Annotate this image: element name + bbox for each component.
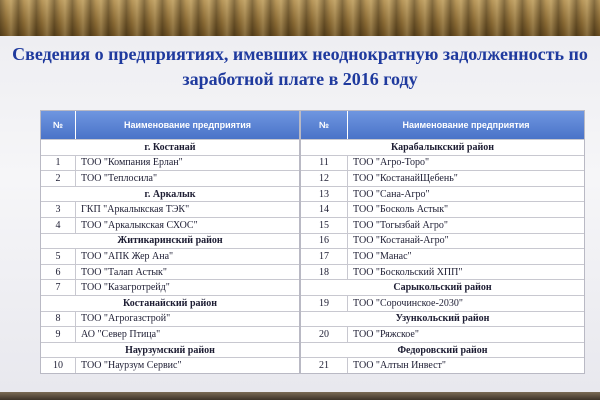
enterprise-name: ТОО "Манас" (353, 250, 412, 262)
region-row (41, 139, 299, 155)
row-number: 12 (301, 171, 348, 186)
enterprise-name: ТОО "Тогызбай Агро" (353, 219, 448, 231)
row-number: 13 (301, 187, 348, 202)
enterprise-name: ТОО "Ряжское" (353, 328, 419, 340)
region-label: Костанайский район (122, 297, 218, 309)
table-row (41, 155, 299, 171)
table-row (41, 357, 299, 373)
table-row (41, 201, 299, 217)
enterprise-name: ТОО "Талап Астык" (81, 266, 167, 278)
enterprise-name: ТОО "Костанай-Агро" (353, 235, 449, 247)
region-row (301, 279, 584, 295)
table-row (41, 326, 299, 342)
table-row (301, 295, 584, 311)
row-number: 6 (41, 265, 76, 280)
header-number: № (41, 111, 76, 139)
header-name: Наименование предприятия (402, 120, 530, 130)
enterprise-name: ТОО "КостанайЩебень" (353, 172, 458, 184)
table-row (301, 326, 584, 342)
slide-title: Сведения о предприятиях, имевших неоднократную задолженность по заработной плате в 2016 году (12, 44, 588, 89)
table-row (301, 233, 584, 249)
region-row (41, 233, 299, 249)
row-number: 7 (41, 280, 76, 295)
table-row (301, 248, 584, 264)
enterprise-name: ТОО "Агро-Торо" (353, 157, 430, 169)
table-left-column (40, 110, 300, 374)
row-number: 4 (41, 218, 76, 233)
row-number: 11 (301, 156, 348, 171)
region-row (41, 342, 299, 358)
table-row (301, 264, 584, 280)
region-row (41, 295, 299, 311)
region-row (41, 186, 299, 202)
enterprise-name: ТОО "АПК Жер Ана" (81, 250, 174, 262)
curtain-background (0, 0, 600, 36)
enterprise-name: ГКП "Аркалыкская ТЭК" (81, 204, 190, 216)
region-label: г. Костанай (144, 141, 196, 153)
row-number: 17 (301, 249, 348, 264)
row-number: 19 (301, 296, 348, 311)
table-row (41, 279, 299, 295)
region-row (301, 311, 584, 327)
table-row (301, 170, 584, 186)
table-row (41, 264, 299, 280)
row-number: 15 (301, 218, 348, 233)
region-label: Федоровский район (397, 344, 488, 356)
row-number: 18 (301, 265, 348, 280)
row-number: 20 (301, 327, 348, 342)
table-row (41, 217, 299, 233)
table-row (301, 155, 584, 171)
row-number: 2 (41, 171, 76, 186)
enterprise-name: ТОО "Алтын Инвест" (353, 360, 446, 372)
row-number: 16 (301, 234, 348, 249)
region-row (301, 342, 584, 358)
table-header (41, 111, 299, 139)
table-row (41, 248, 299, 264)
table-row (301, 186, 584, 202)
enterprise-name: ТОО "Боскольский ХПП" (353, 266, 463, 278)
enterprise-name: ТОО "Наурзум Сервис" (81, 360, 182, 372)
row-number: 3 (41, 202, 76, 217)
enterprise-name: ТОО "Агрогазстрой" (81, 313, 171, 325)
region-row (301, 139, 584, 155)
table-row (301, 201, 584, 217)
enterprise-name: ТОО "Сана-Агро" (353, 188, 430, 200)
region-label: Карабалыкский район (390, 141, 494, 153)
table-row (301, 357, 584, 373)
row-number: 8 (41, 312, 76, 327)
table-row (41, 170, 299, 186)
row-number: 21 (301, 358, 348, 373)
row-number: 10 (41, 358, 76, 373)
table-right-column (300, 110, 585, 374)
screen-bottom-edge (0, 392, 600, 400)
row-number: 1 (41, 156, 76, 171)
row-number: 14 (301, 202, 348, 217)
enterprise-name: ТОО "Сорочинское-2030" (353, 297, 463, 309)
row-number: 9 (41, 327, 76, 342)
enterprise-name: АО "Север Птица" (81, 328, 161, 340)
row-number: 5 (41, 249, 76, 264)
table-row (41, 311, 299, 327)
presentation-slide (0, 36, 600, 392)
region-label: г. Аркалык (144, 188, 196, 200)
region-label: Наурзумский район (125, 344, 215, 356)
right-rows (301, 139, 584, 373)
header-name: Наименование предприятия (123, 120, 252, 130)
header-number: № (301, 111, 348, 139)
enterprise-name: ТОО "Аркалыкская СХОС" (81, 219, 198, 231)
region-label: Житикаринский район (117, 235, 223, 247)
left-rows (41, 139, 299, 373)
region-label: Узункольский район (395, 313, 490, 325)
enterprise-name: ТОО "Босколь Астык" (353, 204, 449, 216)
enterprise-name: ТОО "Теплосила" (81, 172, 158, 184)
enterprise-name: ТОО "Компания Ерлан" (81, 157, 183, 169)
region-label: Сарыкольский район (393, 282, 492, 294)
enterprise-name: ТОО "Казагротрейд" (81, 282, 170, 294)
table-row (301, 217, 584, 233)
table-header (301, 111, 584, 139)
